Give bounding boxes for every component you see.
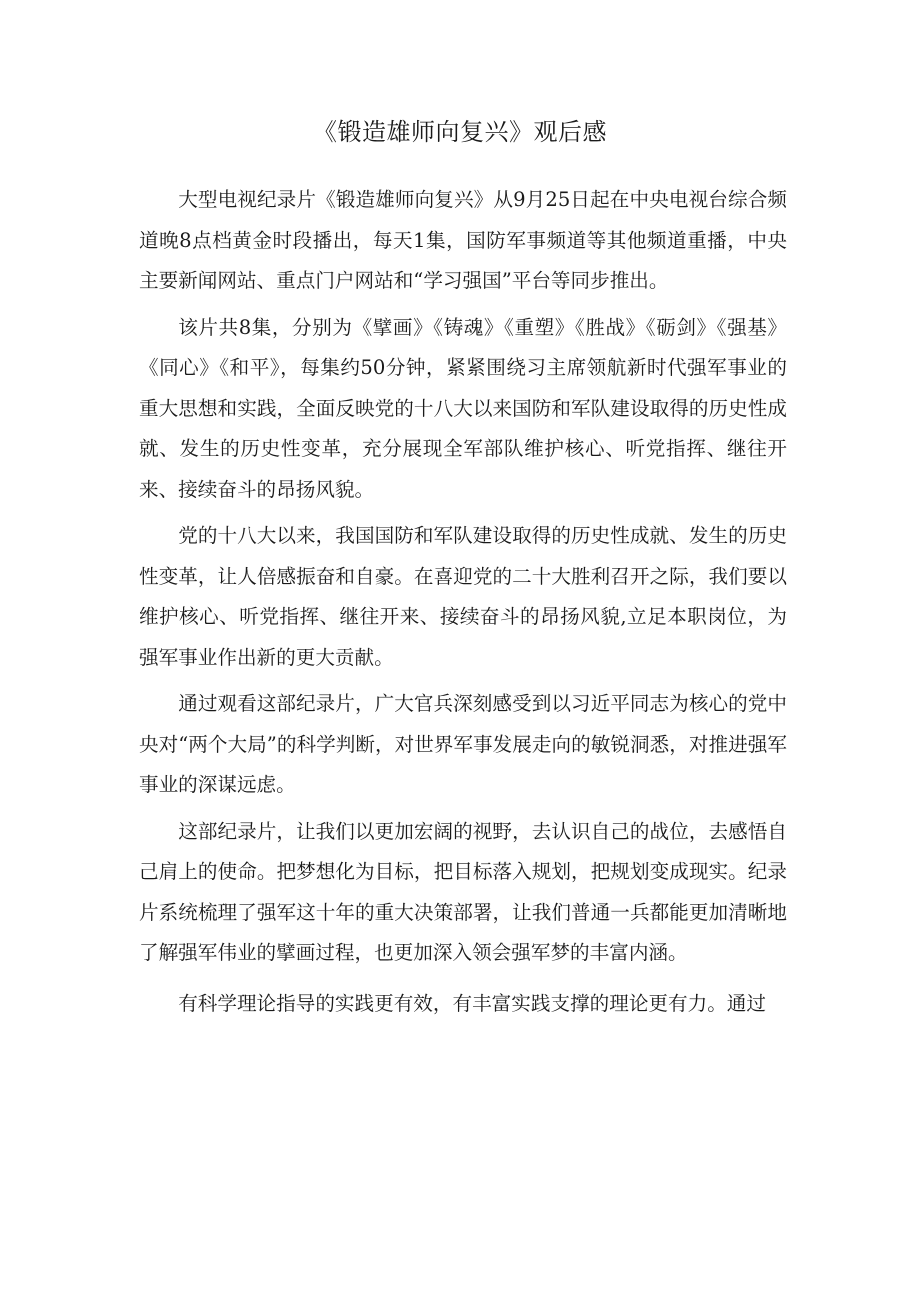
paragraph-episode-overview: 该片共8集，分别为《擘画》《铸魂》《重塑》《胜战》《砺剑》《强基》《同心》《和平》，每集约50分钟，紧紧围绕习主席领航新时代强军事业的重大思想和实践，全面反映党的十八大以来国防和军队建设取得的历史性成就、发生的历史性变革，充分展现全军部队维护核心、听党指挥、继往开来、接续奋斗的昂扬风貌。: [139, 315, 787, 501]
paragraph-officers-feelings: 通过观看这部纪录片，广大官兵深刻感受到以习近平同志为核心的党中央对“两个大局”的科学判断，对世界军事发展走向的敏锐洞悉，对推进强军事业的深谋远虑。: [139, 692, 787, 796]
paragraph-mission: 这部纪录片，让我们以更加宏阔的视野，去认识自己的战位，去感悟自己肩上的使命。把梦想化为目标，把目标落入规划，把规划变成现实。纪录片系统梳理了强军这十年的重大决策部署，让我们普通一兵都能更加清晰地了解强军伟业的擘画过程，也更加深入领会强军梦的丰富内涵。: [139, 819, 787, 964]
document-body: [139, 180, 787, 1030]
paragraph-achievements: 党的十八大以来，我国国防和军队建设取得的历史性成就、发生的历史性变革，让人倍感振奋和自豪。在喜迎党的二十大胜利召开之际，我们要以维护核心、听党指挥、继往开来、接续奋斗的昂扬风貌,立足本职岗位，为强军事业作出新的更大贡献。: [139, 524, 787, 669]
paragraph-broadcast-info: 大型电视纪录片《锻造雄师向复兴》从9月25日起在中央电视台综合频道晚8点档黄金时段播出，每天1集，国防军事频道等其他频道重播，中央主要新闻网站、重点门户网站和“学习强国”平台等同步推出。: [139, 188, 787, 292]
document-title: 《锻造雄师向复兴》观后感: [313, 118, 607, 146]
paragraph-theory-practice: 有科学理论指导的实践更有效，有丰富实践支撑的理论更有力。通过: [178, 991, 766, 1015]
